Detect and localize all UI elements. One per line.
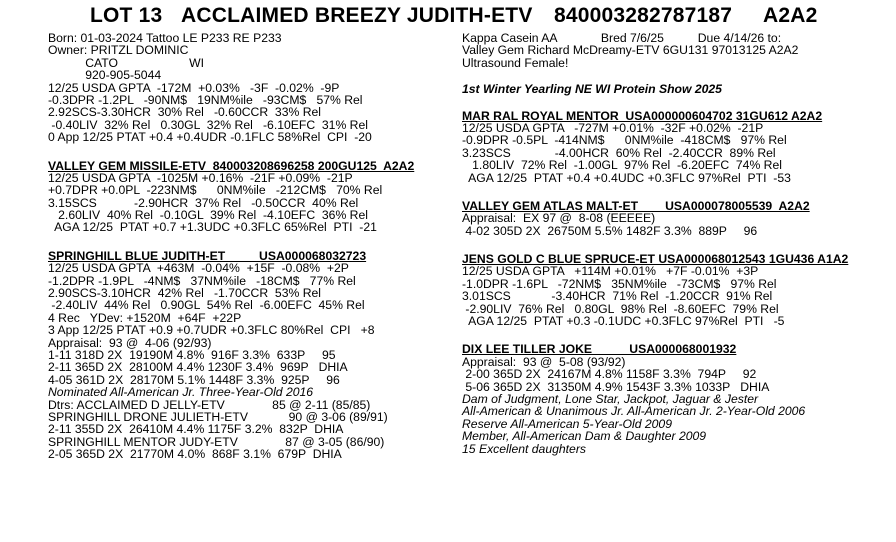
dam-record: 2-11 365D 2X 28100M 4.4% 1230F 3.4% 969P DHIA (48, 360, 348, 375)
owner-city: CATO WI (48, 55, 204, 70)
second-dam-note: Reserve All-American 5-Year-Old 2009 (462, 416, 672, 431)
granddam-appraisal: Appraisal: EX 97 @ 8-08 (EEEEE) (462, 211, 656, 226)
second-dam-note: 15 Excellent daughters (462, 441, 586, 456)
sire-title: VALLEY GEM MISSILE-ETV 840003208696258 200GU125 A2A2 (48, 158, 415, 173)
birth-info: Born: 01-03-2024 Tattoo LE P233 RE P233 (48, 31, 282, 45)
daughter-line: SPRINGHILL MENTOR JUDY-ETV 87 @ 3-05 (86/90) (48, 434, 385, 449)
mgs-line: AGA 12/25 PTAT +0.4 +0.4UDC +0.3FLC 97%Rel PTI -53 (462, 170, 791, 185)
daughter-line: SPRINGHILL DRONE JULIETH-ETV 90 @ 3-06 (89/91) (48, 409, 388, 424)
daughter-record: 2-05 365D 2X 21770M 4.0% 868F 3.1% 679P DHIA (48, 447, 342, 462)
dam-appraisal: Appraisal: 93 @ 4-06 (92/93) (48, 335, 212, 350)
dam-line: 2.90SCS-3.10HCR 42% Rel -1.70CCR 53% Rel (48, 286, 321, 301)
owner-name: Owner: PRITZL DOMINIC (48, 43, 189, 58)
gpta-line: 12/25 USDA GPTA -172M +0.03% -3F -0.02% -9P (48, 80, 340, 95)
mgs-line: 3.23SCS -4.00HCR 60% Rel -2.40CCR 89% Rel (462, 145, 776, 160)
lot-number: LOT 13 (90, 4, 163, 27)
second-dam-appraisal: Appraisal: 93 @ 5-08 (93/92) (462, 354, 626, 369)
animal-name: ACCLAIMED BREEZY JUDITH-ETV (181, 4, 533, 27)
daughter-record: 2-11 355D 2X 26410M 4.4% 1175F 3.2% 832P DHIA (48, 422, 344, 437)
lot-header (0, 4, 896, 32)
dam-record: 4-05 361D 2X 28170M 5.1% 1448F 3.3% 925P 96 (48, 372, 340, 387)
sire-line: 3.15SCS -2.90HCR 37% Rel -0.50CCR 40% Rel (48, 195, 359, 210)
dam-title: SPRINGHILL BLUE JUDITH-ET USA000068032723 (48, 248, 367, 263)
show-result: 1st Winter Yearling NE WI Protein Show 2025 (462, 82, 722, 97)
granddam-title: VALLEY GEM ATLAS MALT-ET USA000078005539 A2A2 (462, 198, 810, 213)
dam-line: -1.2DPR -1.9PL -4NM$ 37NM%ile -18CM$ 77% Rel (48, 273, 356, 288)
sire-line: +0.7DPR +0.0PL -223NM$ 0NM%ile -212CM$ 70% Rel (48, 183, 383, 198)
owner-phone: 920-905-5044 (48, 68, 162, 83)
second-dam-title: DIX LEE TILLER JOKE USA000068001932 (462, 342, 737, 357)
second-dam-note: Member, All-American Dam & Daughter 2009 (462, 429, 707, 444)
dam-line: 12/25 USDA GPTA +463M -0.04% +15F -0.08% +2P (48, 261, 349, 276)
mgs-title: MAR RAL ROYAL MENTOR USA000000604702 31GU612 A2A2 (462, 108, 823, 123)
gpta-line: 2.92SCS-3.30HCR 30% Rel -0.60CCR 33% Rel (48, 105, 321, 120)
second-dam-note: All-American & Unanimous Jr. All-American Jr. 2-Year-Old 2006 (462, 404, 806, 419)
casein-breeding: Kappa Casein AA Bred 7/6/25 Due 4/14/26 to: (462, 31, 782, 45)
gpta-line: 0 App 12/25 PTAT +0.4 +0.4UDR -0.1FLC 58%Rel CPI -20 (48, 130, 372, 145)
left-column (48, 32, 448, 461)
beta-casein-code: A2A2 (763, 4, 818, 27)
mgs-line: -0.9DPR -0.5PL -414NM$ 0NM%ile -418CM$ 97% Rel (462, 133, 787, 148)
sire-of-dam-title: JENS GOLD C BLUE SPRUCE-ET USA000068012543 1GU436 A1A2 (462, 252, 849, 267)
registration-number: 840003282787187 (554, 4, 733, 27)
mgs-line: 12/25 USDA GPTA -727M +0.01% -32F +0.02% -21P (462, 120, 764, 135)
second-dam-note: Dam of Judgment, Lone Star, Jackpot, Jaguar & Jester (462, 391, 759, 406)
sire-line: AGA 12/25 PTAT +0.7 +1.3UDC +0.3FLC 65%Rel PTI -21 (48, 220, 377, 235)
dam-record: 1-11 318D 2X 19190M 4.8% 916F 3.3% 633P 95 (48, 347, 336, 362)
sire-line: 12/25 USDA GPTA -1025M +0.16% -21F +0.09% -21P (48, 170, 353, 185)
dam-note: Nominated All-American Jr. Three-Year-Old 2016 (48, 385, 314, 400)
sire-of-dam-line: 3.01SCS -3.40HCR 71% Rel -1.20CCR 91% Rel (462, 289, 773, 304)
gpta-line: -0.40LIV 32% Rel 0.30GL 32% Rel -6.10EFC 31% Rel (48, 117, 368, 132)
dam-line: 4 Rec YDev: +1520M +64F +22P (48, 310, 242, 325)
sire-of-dam-line: -2.90LIV 76% Rel 0.80GL 98% Rel -8.60EFC 79% Rel (462, 301, 779, 316)
gpta-line: -0.3DPR -1.2PL -90NM$ 19NM%ile -93CM$ 57% Rel (48, 92, 363, 107)
granddam-record: 4-02 305D 2X 26750M 5.5% 1482F 3.3% 889P 96 (462, 223, 758, 238)
sire-of-dam-line: AGA 12/25 PTAT +0.3 -0.1UDC +0.3FLC 97%Rel PTI -5 (462, 314, 785, 329)
ultrasound-note: Ultrasound Female! (462, 55, 569, 70)
second-dam-record: 5-06 365D 2X 31350M 4.9% 1543F 3.3% 1033P DHIA (462, 379, 770, 394)
service-sire: Valley Gem Richard McDreamy-ETV 6GU131 97013125 A2A2 (462, 43, 799, 58)
second-dam-record: 2-00 365D 2X 24167M 4.8% 1158F 3.3% 794P 92 (462, 367, 757, 382)
right-column (462, 32, 882, 455)
sire-line: 2.60LIV 40% Rel -0.10GL 39% Rel -4.10EFC 36% Rel (48, 208, 368, 223)
dam-line: -2.40LIV 44% Rel 0.90GL 54% Rel -6.00EFC 45% Rel (48, 298, 365, 313)
mgs-line: 1.80LIV 72% Rel -1.00GL 97% Rel -6.20EFC 74% Rel (462, 158, 782, 173)
dam-line: 3 App 12/25 PTAT +0.9 +0.7UDR +0.3FLC 80%Rel CPI +8 (48, 323, 375, 338)
sire-of-dam-line: -1.0DPR -1.6PL -72NM$ 35NM%ile -73CM$ 97% Rel (462, 276, 777, 291)
daughter-line: Dtrs: ACCLAIMED D JELLY-ETV 85 @ 2-11 (85/85) (48, 397, 371, 412)
sire-of-dam-line: 12/25 USDA GPTA +114M +0.01% +7F -0.01% +3P (462, 264, 759, 279)
